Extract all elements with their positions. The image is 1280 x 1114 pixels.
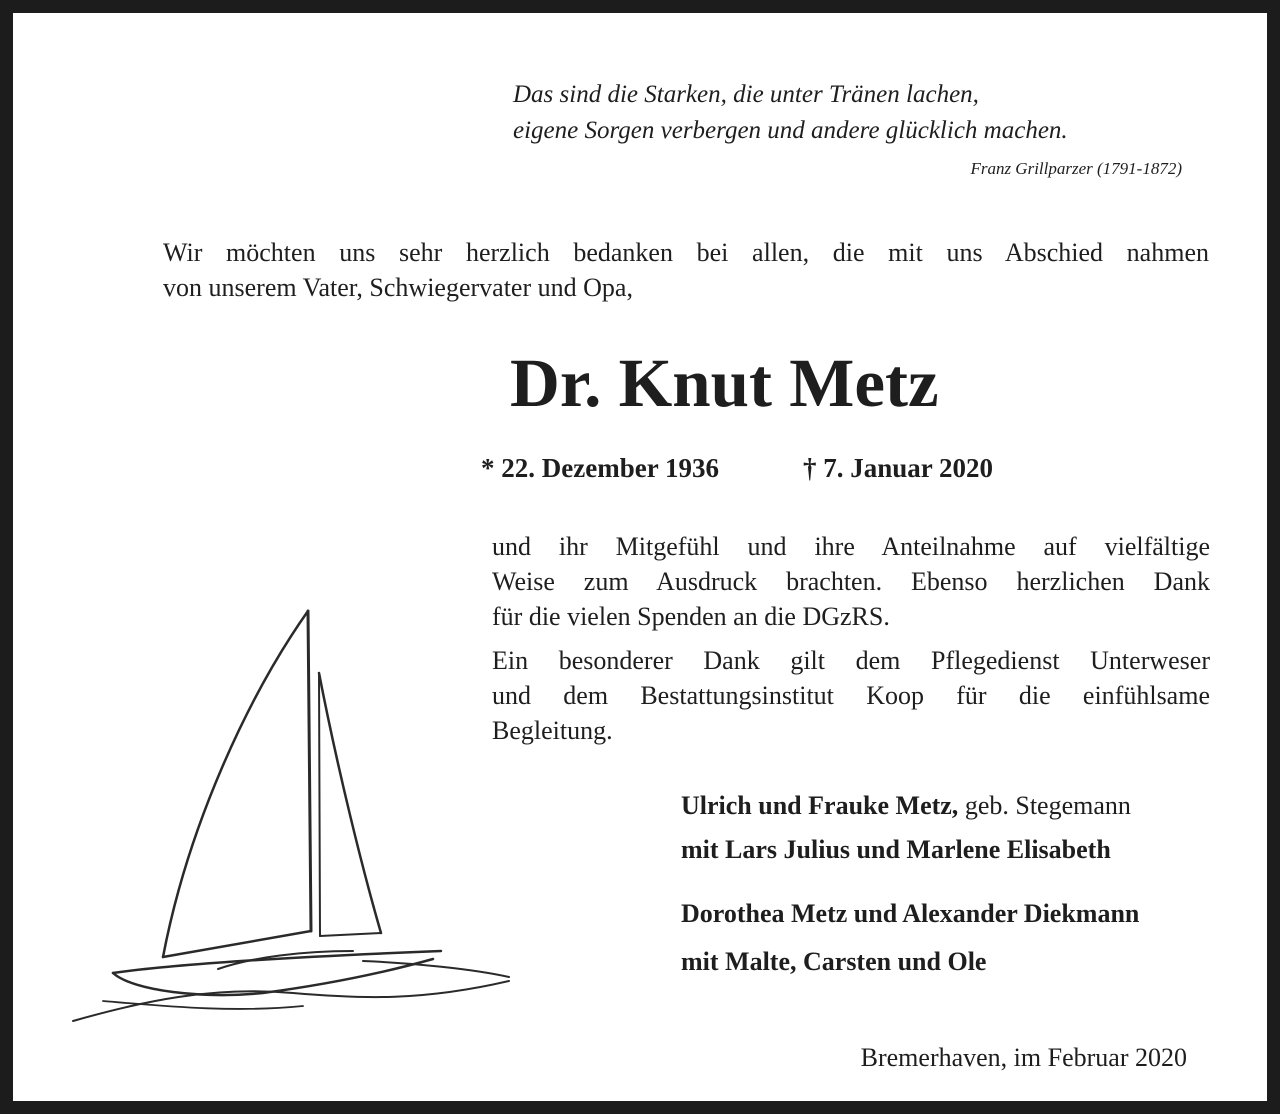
place-date: Bremerhaven, im Februar 2020	[860, 1043, 1187, 1072]
paragraph-line: für die vielen Spenden an die DGzRS.	[492, 602, 890, 631]
jib-line	[320, 933, 381, 936]
paragraph-line: Begleitung.	[492, 716, 613, 745]
wave-line	[363, 961, 509, 977]
mainsail-line	[308, 611, 311, 931]
quote-line: eigene Sorgen verbergen und andere glücklich machen.	[513, 117, 1068, 144]
intro-line: von unserem Vater, Schwiegervater und Opa,	[163, 273, 633, 302]
paragraph-line: Weise zum Ausdruck brachten. Ebenso herzlichen Dank	[492, 567, 1210, 596]
special-thanks-paragraph	[492, 643, 1210, 748]
death-date: † 7. Januar 2020	[803, 453, 994, 483]
birth-date: * 22. Dezember 1936	[481, 453, 719, 483]
family-maiden-name: geb. Stegemann	[958, 791, 1131, 820]
hull-line	[113, 959, 433, 995]
paragraph-line: und ihr Mitgefühl und ihre Anteilnahme auf vielfältige	[492, 532, 1210, 561]
sailboat-icon	[63, 601, 523, 1041]
family-line: mit Lars Julius und Marlene Elisabeth	[681, 835, 1111, 864]
family-line	[681, 791, 1131, 821]
quote-source: Franz Grillparzer (1791-1872)	[970, 159, 1182, 178]
intro-text	[163, 235, 1209, 305]
family-line: Dorothea Metz und Alexander Diekmann	[681, 899, 1140, 928]
jib-line	[319, 673, 320, 936]
paragraph-line: Ein besonderer Dank gilt dem Pflegedienst Unterweser	[492, 646, 1210, 675]
mainsail-line	[163, 931, 311, 957]
family-line: mit Malte, Carsten und Ole	[681, 947, 987, 976]
wave-line	[73, 981, 509, 1021]
family-name-bold: Ulrich und Frauke Metz,	[681, 791, 959, 820]
mainsail-line	[163, 611, 308, 957]
quote	[513, 77, 1213, 149]
thanks-paragraph	[492, 529, 1210, 634]
deceased-name: Dr. Knut Metz	[510, 345, 939, 421]
intro-line: Wir möchten uns sehr herzlich bedanken bei allen, die mit uns Abschied nahmen	[163, 238, 1209, 267]
paragraph-line: und dem Bestattungsinstitut Koop für die einfühlsame	[492, 681, 1210, 710]
jib-line	[319, 673, 381, 933]
quote-line: Das sind die Starken, die unter Tränen lachen,	[513, 81, 979, 108]
